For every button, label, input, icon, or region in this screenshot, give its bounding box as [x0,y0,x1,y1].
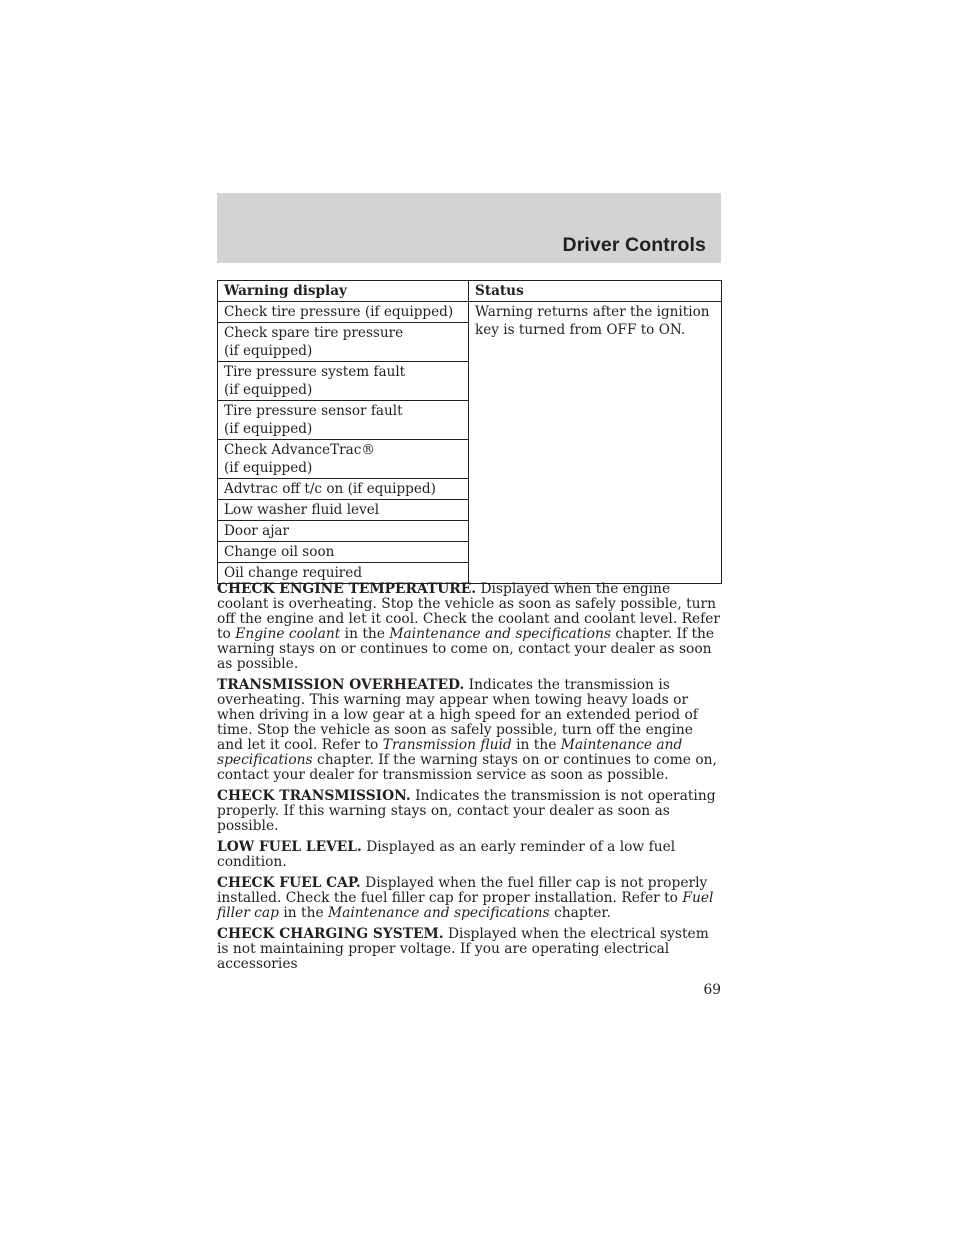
warning-display-line: Check tire pressure (if equipped) [224,304,454,320]
warning-display-line: Tire pressure system fault [224,364,406,380]
warning-display-cell [218,542,469,563]
section-text: in the [340,626,390,642]
section-heading: LOW FUEL LEVEL. [217,839,362,855]
warning-display-cell [218,479,469,500]
section-heading: CHECK ENGINE TEMPERATURE. [217,581,477,597]
page-title: Driver Controls [562,234,706,256]
page-number: 69 [703,982,721,998]
warning-display-cell [218,500,469,521]
section-heading: CHECK TRANSMISSION. [217,788,411,804]
warning-display-line: (if equipped) [224,421,313,437]
section-paragraph [217,840,723,870]
section-text: Displayed as an early reminder of a low fuel condition. [217,839,676,870]
warning-display-line: Advtrac off t/c on (if equipped) [224,481,436,497]
section-text: chapter. If the warning stays on or continues to come on, contact your dealer as soon as possible. [217,626,715,672]
cross-reference: Maintenance and specifications [389,626,611,642]
warning-display-cell [218,302,469,323]
section-text: Displayed when the engine coolant is overheating. Stop the vehicle as soon as safely possible, turn off the engine and let it cool. Check the coolant and coolant level. Refer to [217,581,721,642]
warning-display-line: Tire pressure sensor fault [224,403,403,419]
section-text: in the [511,737,561,753]
warning-display-cell [218,323,469,362]
warning-display-line: Check AdvanceTrac® [224,442,375,458]
table-header-row [218,281,722,302]
warning-display-cell [218,401,469,440]
warning-display-line: (if equipped) [224,382,313,398]
section-paragraph [217,789,723,834]
section-text: chapter. [549,905,611,921]
body-text [217,582,723,978]
section-heading: CHECK FUEL CAP. [217,875,361,891]
warning-display-cell [218,362,469,401]
section-paragraph [217,927,723,972]
warning-display-line: (if equipped) [224,460,313,476]
section-paragraph [217,582,723,672]
warning-display-line: (if equipped) [224,343,313,359]
status-cell: Warning returns after the ignition key is turned from OFF to ON. [469,302,722,584]
warning-display-cell [218,521,469,542]
header-band [217,193,721,263]
warning-display-line: Low washer fluid level [224,502,380,518]
warning-display-line: Door ajar [224,523,290,539]
cross-reference: Maintenance and specifications [217,737,683,768]
cross-reference: Engine coolant [235,626,341,642]
section-heading: TRANSMISSION OVERHEATED. [217,677,465,693]
warning-display-line: Oil change required [224,565,363,581]
warning-display-cell [218,440,469,479]
section-paragraph [217,678,723,783]
warning-display-line: Check spare tire pressure [224,325,404,341]
cross-reference: Transmission fluid [382,737,512,753]
section-text: Displayed when the electrical system is not maintaining proper voltage. If you are operating electrical accessories [217,926,709,972]
cross-reference: Maintenance and specifications [328,905,550,921]
section-text: Displayed when the fuel filler cap is not properly installed. Check the fuel filler cap for proper installation. Refer to [217,875,708,906]
section-paragraph [217,876,723,921]
warning-display-line: Change oil soon [224,544,335,560]
section-text: Indicates the transmission is not operating properly. If this warning stays on, contact your dealer as soon as possible. [217,788,716,834]
column-header-status: Status [469,281,722,302]
section-heading: CHECK CHARGING SYSTEM. [217,926,444,942]
warning-table [217,280,722,584]
section-text: in the [278,905,329,921]
section-text: chapter. If the warning stays on or continues to come on, contact your dealer for transmission service as soon as possible. [217,752,717,783]
column-header-warning-display: Warning display [218,281,469,302]
cross-reference: Fuel filler cap [217,890,714,921]
section-text: Indicates the transmission is overheating. This warning may appear when towing heavy loads or when driving in a low gear at a high speed for an extended period of time. Stop the vehicle as soon as safely possible, turn off the engine and let it cool. Refer to [217,677,698,753]
table-row [218,302,722,323]
